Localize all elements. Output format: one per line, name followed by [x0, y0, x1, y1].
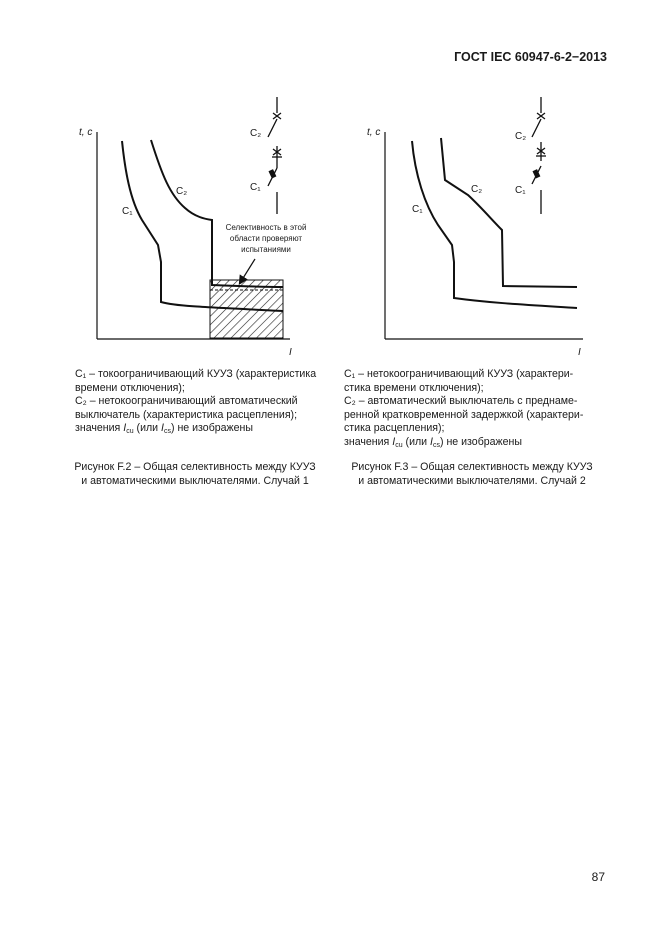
page-number: 87: [591, 870, 605, 884]
switch-schematic: [268, 97, 282, 214]
note-line: значения $I_{cu}$ (или $I_{cs}$) не изображены: [75, 422, 253, 436]
y-axis-label: t, c: [79, 127, 93, 138]
curve-c2: [151, 140, 283, 287]
switch-c1-label: C₁: [515, 185, 526, 196]
switch-c2-label: C₂: [250, 128, 262, 139]
figure-f3: [367, 97, 583, 358]
caption-line: Рисунок F.3 – Общая селективность между КУУЗ: [351, 461, 593, 473]
note-line: времени отключения);: [75, 381, 185, 394]
figure-f2: [79, 97, 306, 358]
curve-c1-label: C₁: [412, 204, 423, 215]
switch-schematic: [532, 97, 546, 214]
annotation-arrow: [240, 259, 255, 283]
annotation-line-3: испытаниями: [241, 245, 291, 254]
curve-c1: [412, 141, 577, 308]
note-line: C₂ – нетокоограничивающий автоматический: [75, 395, 298, 408]
note-line: выключатель (характеристика расцепления);: [75, 408, 298, 421]
caption-line: и автоматическими выключателями. Случай 2: [358, 475, 586, 487]
caption-f2: [60, 460, 330, 488]
switch-c1-label: C₁: [250, 182, 261, 193]
curve-c1-label: C₁: [122, 206, 133, 217]
switch-c2-label: C₂: [515, 131, 527, 142]
annotation-line-2: области проверяют: [229, 234, 303, 243]
note-right: [344, 368, 606, 453]
note-line: C₁ – нетокоограничивающий КУУЗ (характери-: [344, 368, 574, 380]
note-line: ренной кратковременной задержкой (характери-: [344, 408, 584, 421]
note-line: значения $I_{cu}$ (или $I_{cs}$) не изображены: [344, 435, 522, 449]
curve-c2-label: C₂: [176, 186, 188, 197]
y-axis-label: t, c: [367, 127, 381, 138]
caption-line: и автоматическими выключателями. Случай 1: [81, 475, 309, 487]
curve-c2: [441, 138, 577, 287]
x-axis-label: I: [289, 347, 292, 358]
x-axis-label: I: [578, 347, 581, 358]
note-line: стика времени отключения);: [344, 381, 484, 394]
note-line: стика расцепления);: [344, 422, 445, 435]
document-header: ГОСТ IEC 60947-6-2−2013: [454, 50, 607, 64]
note-line: C₁ – токоограничивающий КУУЗ (характеристика: [75, 368, 317, 380]
note-line: C₂ – автоматический выключатель с преднаме-: [344, 395, 578, 408]
note-left: [75, 368, 337, 439]
caption-line: Рисунок F.2 – Общая селективность между КУУЗ: [74, 461, 316, 473]
caption-f3: [337, 460, 607, 488]
curve-c2-label: C₂: [471, 184, 483, 195]
annotation-line-1: Селективность в этой: [225, 223, 307, 232]
